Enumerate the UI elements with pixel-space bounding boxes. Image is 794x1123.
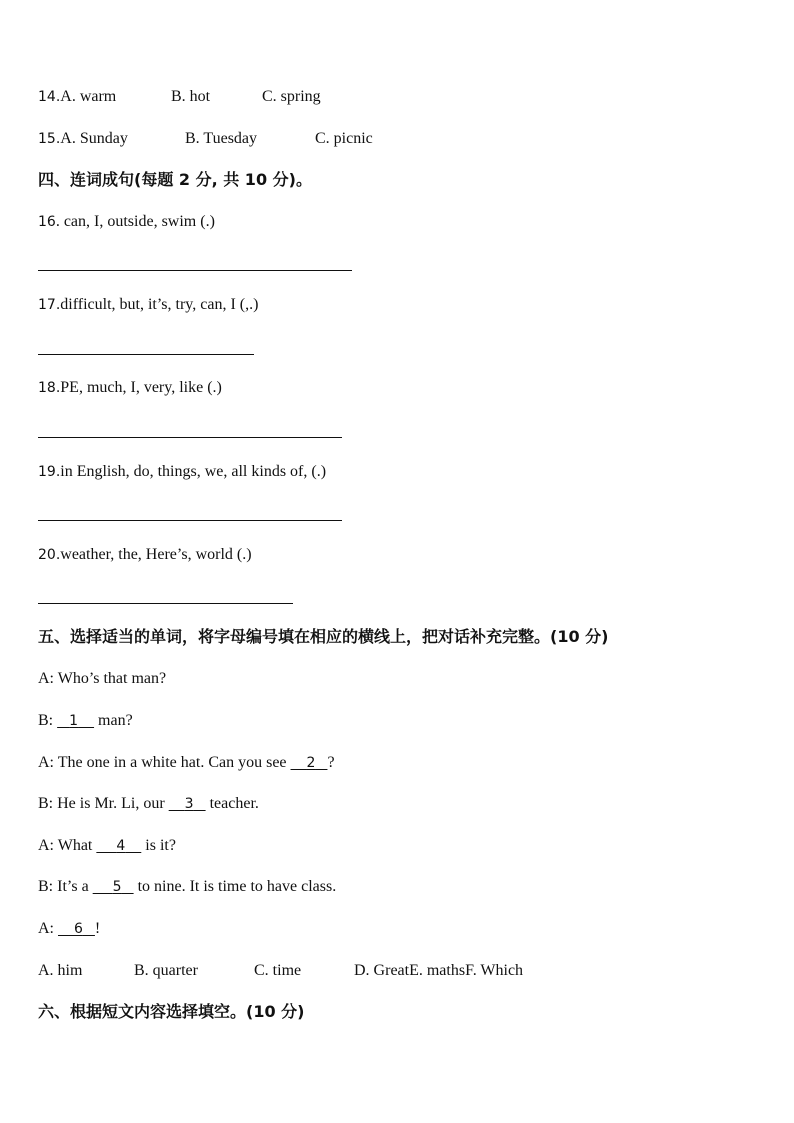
dialogue-line-2: [38, 711, 133, 731]
blank-number: 5: [112, 879, 122, 895]
blank-number: 2: [306, 755, 316, 771]
option-b: B. quarter: [134, 962, 198, 979]
question-number: 17.: [38, 297, 61, 313]
question-17: [38, 295, 258, 315]
dialogue-text: B: It’s a: [38, 878, 93, 895]
dialogue-text: B:: [38, 712, 58, 729]
question-text: in English, do, things, we, all kinds of, (.): [60, 463, 327, 480]
question-15: [38, 129, 373, 149]
blank-5[interactable]: [93, 878, 134, 895]
dialogue-text: to nine. It is time to have class.: [133, 878, 337, 895]
question-20: [38, 545, 252, 565]
blank-3[interactable]: [169, 795, 206, 812]
dialogue-line-6: [38, 877, 336, 897]
question-18: [38, 378, 222, 398]
dialogue-text: A: What: [38, 837, 97, 854]
question-number: 19.: [38, 464, 61, 480]
question-14: [38, 87, 321, 107]
answer-line-16[interactable]: [38, 270, 352, 271]
dialogue-text: ?: [327, 754, 335, 771]
question-number: 18.: [38, 380, 61, 396]
blank-number: 1: [69, 713, 79, 729]
dialogue-text: A:: [38, 920, 58, 937]
answer-line-20[interactable]: [38, 603, 293, 604]
blank-4[interactable]: [96, 837, 141, 854]
question-number: 20.: [38, 547, 61, 563]
dialogue-line-7: [38, 919, 100, 939]
question-text: difficult, but, it’s, try, can, I (,.): [60, 296, 259, 313]
dialogue-line-1: A: Who’s that man?: [38, 670, 167, 687]
section-5-title: 五、选择适当的单词，将字母编号填在相应的横线上，把对话补充完整。(10 分): [38, 627, 609, 646]
blank-1[interactable]: [57, 712, 94, 729]
dialogue-text: !: [94, 920, 101, 937]
question-number: 16: [38, 214, 56, 230]
dialogue-text: A: The one in a white hat. Can you see: [38, 754, 291, 771]
question-text: PE, much, I, very, like (.): [60, 379, 222, 396]
question-text: . can, I, outside, swim (.): [55, 213, 215, 230]
blank-number: 3: [184, 796, 194, 812]
option-d-e-f: D. GreatE. mathsF. Which: [354, 962, 524, 979]
dialogue-line-5: [38, 836, 176, 856]
option-a: A. Sunday: [60, 130, 128, 147]
dialogue-text: is it?: [141, 837, 176, 854]
question-number: 15.: [38, 131, 61, 147]
blank-number: 6: [74, 921, 83, 937]
section-4-title: 四、连词成句(每题 2 分, 共 10 分)。: [38, 170, 312, 189]
answer-line-19[interactable]: [38, 520, 342, 521]
word-options: [38, 961, 524, 981]
question-number: 14.: [38, 89, 61, 105]
dialogue-text: B: He is Mr. Li, our: [38, 795, 169, 812]
blank-6[interactable]: [58, 920, 95, 937]
dialogue-text: man?: [94, 712, 133, 729]
dialogue-line-4: [38, 794, 259, 814]
option-c: C. spring: [262, 88, 321, 105]
question-16: [38, 212, 215, 232]
option-b: B. hot: [171, 88, 211, 105]
question-text: weather, the, Here’s, world (.): [60, 546, 252, 563]
blank-2[interactable]: [291, 754, 328, 771]
answer-line-18[interactable]: [38, 437, 342, 438]
answer-line-17[interactable]: [38, 354, 254, 355]
option-b: B. Tuesday: [185, 130, 258, 147]
option-c: C. time: [254, 962, 302, 979]
option-a: A. warm: [60, 88, 117, 105]
section-6-title: 六、根据短文内容选择填空。(10 分): [38, 1002, 305, 1021]
dialogue-line-3: [38, 753, 335, 773]
blank-number: 4: [116, 838, 126, 854]
question-19: [38, 462, 326, 482]
dialogue-text: teacher.: [205, 795, 259, 812]
option-c: C. picnic: [315, 130, 373, 147]
option-a: A. him: [38, 962, 83, 979]
